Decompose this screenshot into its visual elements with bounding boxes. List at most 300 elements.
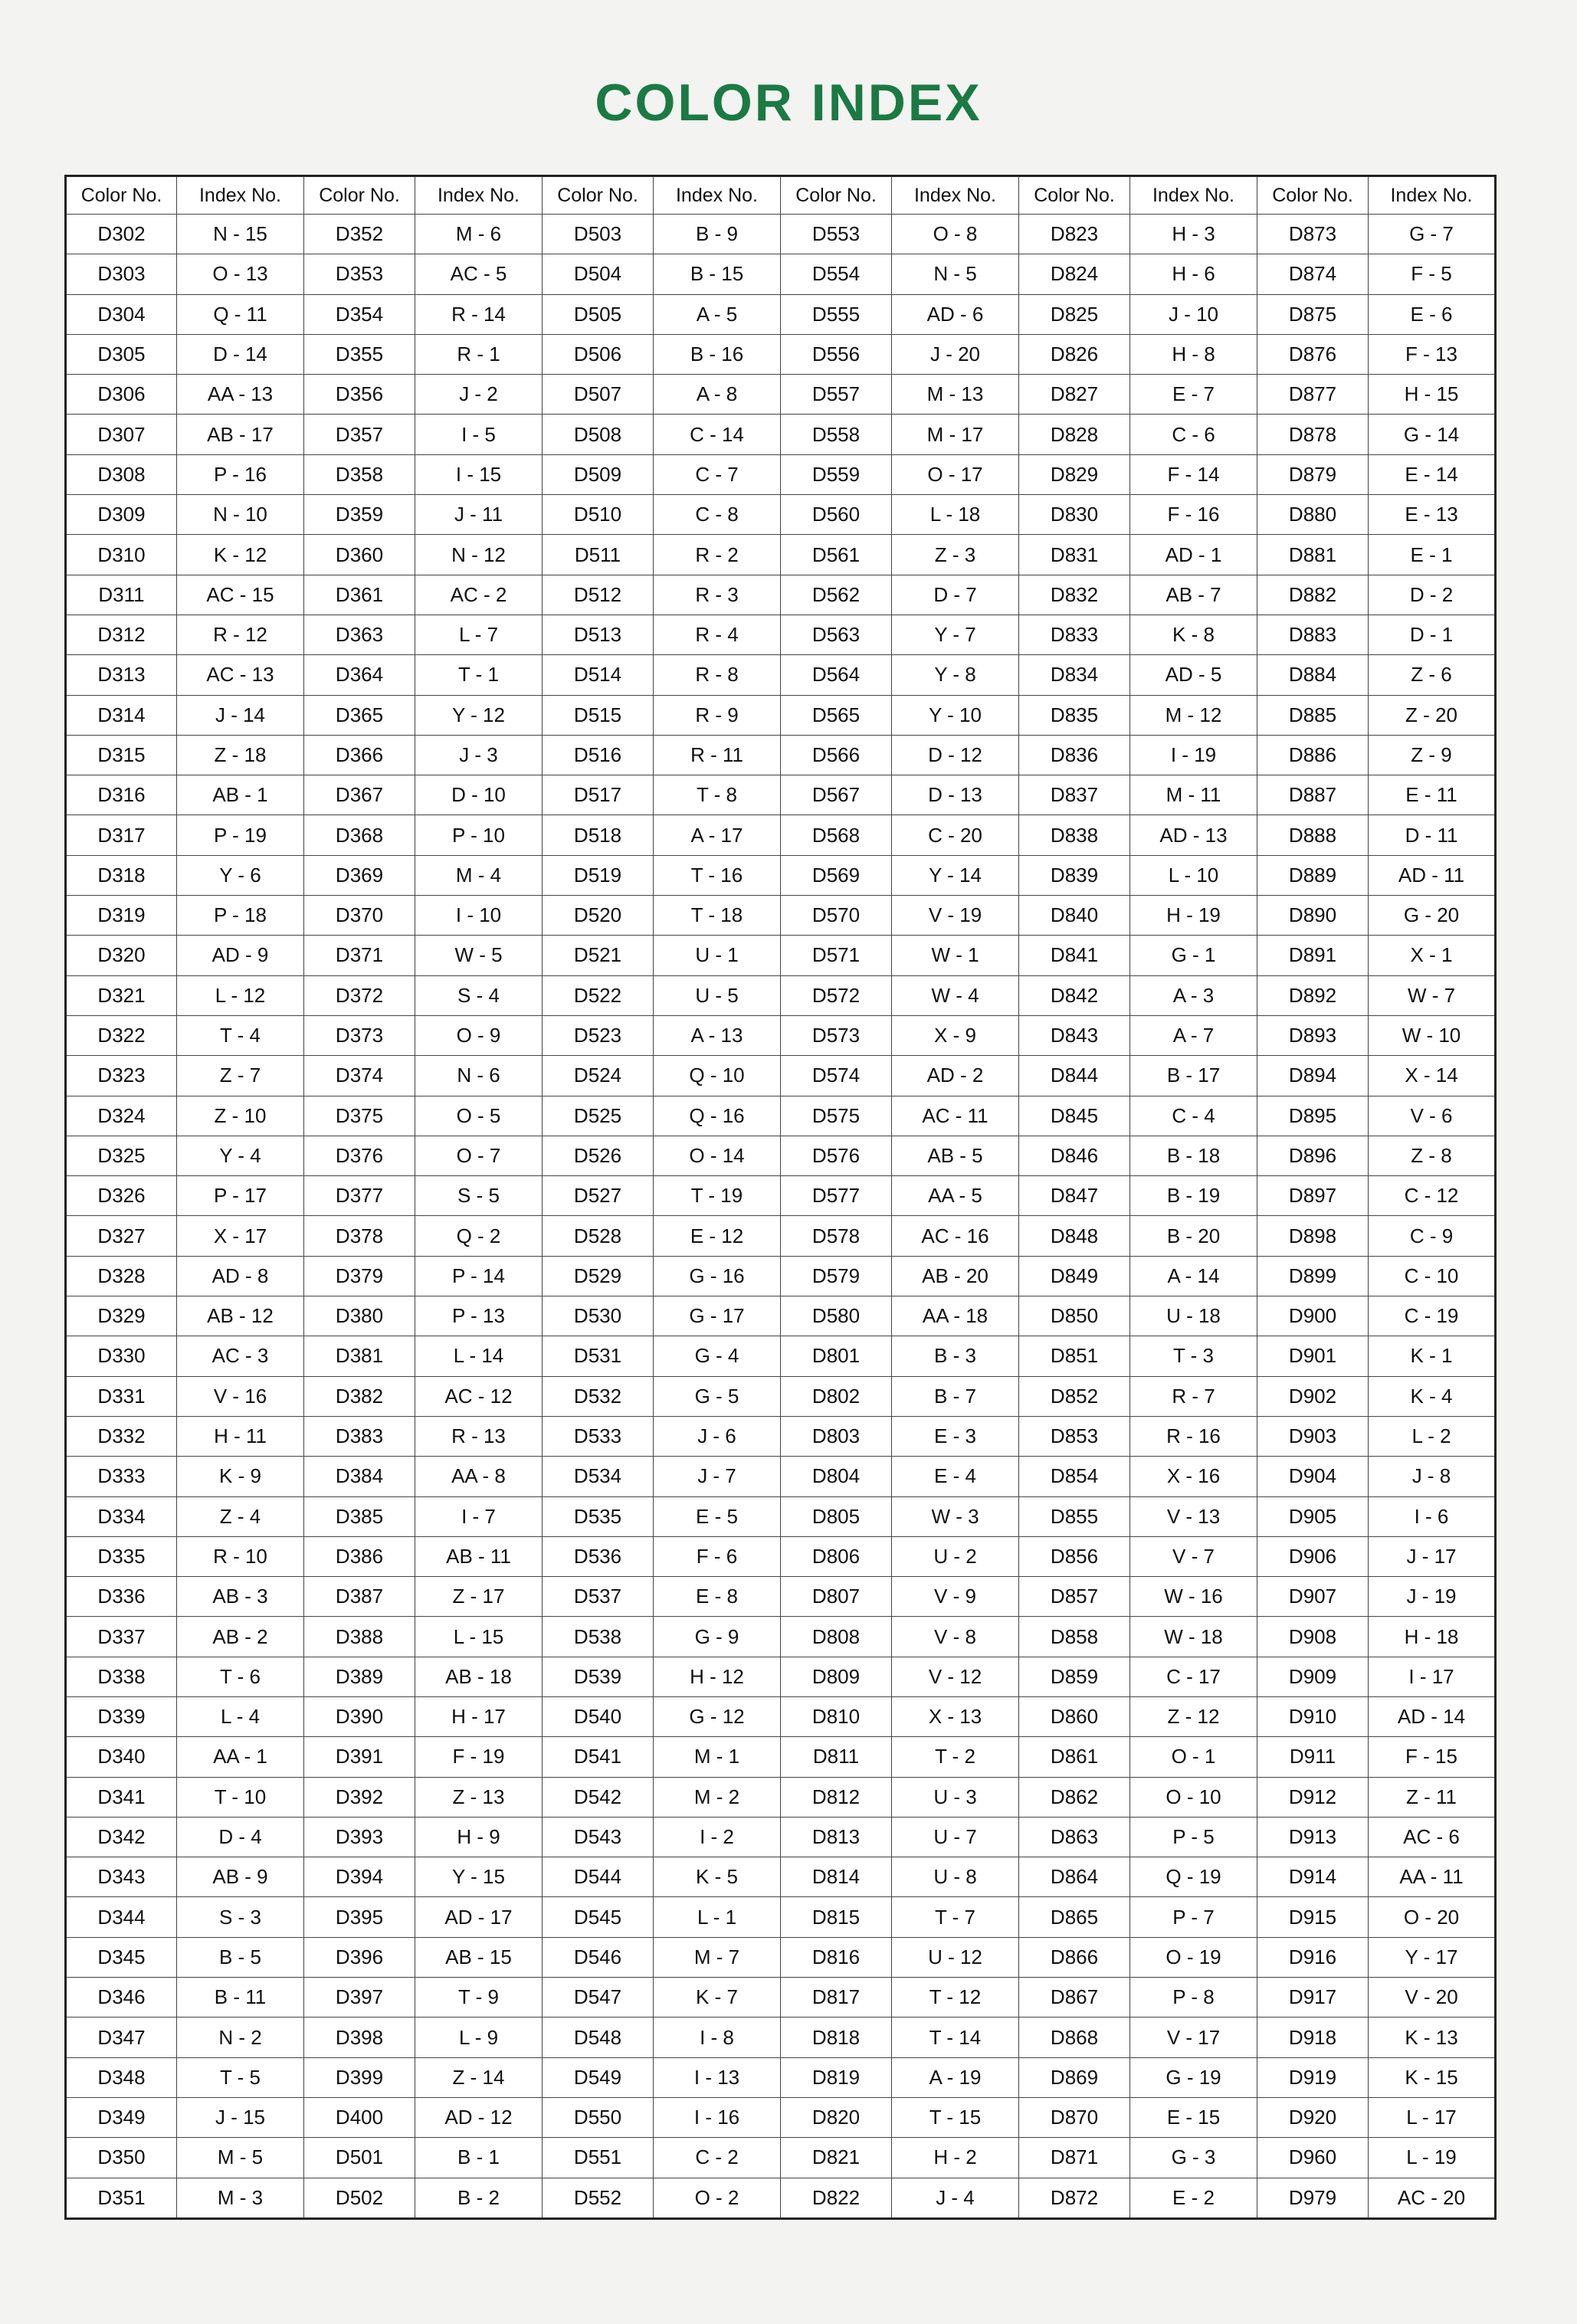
index-no-cell: M - 12 [1130,695,1257,735]
index-no-cell: Z - 8 [1369,1136,1496,1175]
index-no-cell: U - 3 [892,1777,1019,1817]
color-no-cell: D809 [781,1657,892,1696]
index-no-cell: F - 5 [1369,254,1496,294]
index-no-cell: R - 10 [177,1536,304,1576]
color-no-cell: D531 [543,1336,654,1376]
color-index-table [64,175,1497,2220]
index-no-cell: T - 15 [892,2097,1019,2137]
index-no-cell: B - 18 [1130,1136,1257,1175]
index-no-cell: D - 2 [1369,575,1496,615]
color-no-cell: D311 [66,575,177,615]
color-no-cell: D544 [543,1857,654,1897]
index-no-cell: P - 18 [177,896,304,936]
color-no-cell: D344 [66,1897,177,1937]
index-no-cell: R - 11 [654,735,781,775]
color-no-cell: D813 [781,1817,892,1857]
color-no-cell: D916 [1257,1937,1369,1977]
color-no-cell: D570 [781,896,892,936]
index-no-cell: Z - 6 [1369,655,1496,695]
header-row [66,176,1496,215]
index-no-cell: S - 5 [415,1176,543,1216]
table-row [66,1296,1496,1336]
color-no-cell: D400 [304,2097,415,2137]
color-no-cell: D511 [543,535,654,575]
index-no-cell: C - 4 [1130,1096,1257,1136]
color-no-cell: D828 [1019,415,1130,454]
color-no-cell: D350 [66,2138,177,2178]
color-no-cell: D842 [1019,975,1130,1015]
color-no-cell: D918 [1257,2018,1369,2057]
index-no-cell: L - 19 [1369,2138,1496,2178]
color-no-cell: D540 [543,1696,654,1736]
color-no-cell: D865 [1019,1897,1130,1937]
color-no-cell: D821 [781,2138,892,2178]
index-no-cell: B - 15 [654,254,781,294]
index-no-cell: AD - 17 [415,1897,543,1937]
color-no-cell: D519 [543,855,654,895]
table-row [66,1136,1496,1175]
color-no-cell: D832 [1019,575,1130,615]
color-no-cell: D814 [781,1857,892,1897]
color-no-cell: D550 [543,2097,654,2137]
table-row [66,454,1496,494]
index-no-cell: H - 19 [1130,896,1257,936]
index-no-cell: E - 3 [892,1416,1019,1456]
color-no-cell: D525 [543,1096,654,1136]
color-no-cell: D888 [1257,815,1369,855]
table-row [66,855,1496,895]
color-no-cell: D878 [1257,415,1369,454]
index-no-cell: J - 7 [654,1457,781,1496]
color-no-cell: D836 [1019,735,1130,775]
color-no-cell: D897 [1257,1176,1369,1216]
index-no-cell: C - 6 [1130,415,1257,454]
color-no-cell: D316 [66,775,177,815]
index-no-cell: H - 8 [1130,334,1257,374]
color-no-cell: D845 [1019,1096,1130,1136]
index-no-cell: J - 11 [415,495,543,535]
table-row [66,815,1496,855]
color-no-cell: D522 [543,975,654,1015]
index-no-cell: O - 8 [892,215,1019,254]
index-no-cell: AB - 2 [177,1617,304,1657]
color-no-cell: D381 [304,1336,415,1376]
index-no-cell: R - 7 [1130,1376,1257,1416]
color-no-cell: D851 [1019,1336,1130,1376]
color-no-cell: D547 [543,1978,654,2018]
table-row [66,1737,1496,1777]
index-no-cell: W - 1 [892,936,1019,975]
color-no-cell: D314 [66,695,177,735]
color-no-cell: D546 [543,1937,654,1977]
index-no-cell: Z - 11 [1369,1777,1496,1817]
color-no-cell: D573 [781,1015,892,1055]
index-no-cell: AD - 9 [177,936,304,975]
index-no-cell: M - 4 [415,855,543,895]
index-no-cell: V - 7 [1130,1536,1257,1576]
index-no-cell: G - 5 [654,1376,781,1416]
index-no-cell: Z - 20 [1369,695,1496,735]
index-no-cell: P - 7 [1130,1897,1257,1937]
color-no-cell: D917 [1257,1978,1369,2018]
index-no-cell: W - 18 [1130,1617,1257,1657]
color-no-cell: D367 [304,775,415,815]
index-no-cell: J - 15 [177,2097,304,2137]
color-no-cell: D844 [1019,1056,1130,1096]
color-no-cell: D820 [781,2097,892,2137]
index-no-cell: O - 13 [177,254,304,294]
index-no-cell: T - 7 [892,1897,1019,1937]
color-no-cell: D392 [304,1777,415,1817]
color-no-cell: D561 [781,535,892,575]
color-no-cell: D393 [304,1817,415,1857]
index-no-cell: M - 11 [1130,775,1257,815]
color-no-cell: D849 [1019,1256,1130,1296]
color-no-cell: D833 [1019,615,1130,654]
color-no-cell: D577 [781,1176,892,1216]
index-no-cell: V - 8 [892,1617,1019,1657]
index-no-cell: A - 19 [892,2057,1019,2097]
index-no-cell: H - 17 [415,1696,543,1736]
index-no-cell: K - 7 [654,1978,781,2018]
index-no-cell: D - 12 [892,735,1019,775]
color-no-cell: D315 [66,735,177,775]
index-no-cell: G - 9 [654,1617,781,1657]
index-no-cell: R - 9 [654,695,781,735]
color-no-cell: D338 [66,1657,177,1696]
color-no-cell: D874 [1257,254,1369,294]
color-no-cell: D363 [304,615,415,654]
table-row [66,775,1496,815]
table-row [66,2097,1496,2137]
color-no-cell: D313 [66,655,177,695]
index-no-cell: Q - 2 [415,1216,543,1256]
table-row [66,1256,1496,1296]
color-no-cell: D375 [304,1096,415,1136]
color-no-cell: D877 [1257,375,1369,415]
table-row [66,1897,1496,1937]
index-no-cell: W - 4 [892,975,1019,1015]
color-no-cell: D358 [304,454,415,494]
color-no-cell: D320 [66,936,177,975]
color-no-cell: D807 [781,1577,892,1617]
color-no-cell: D578 [781,1216,892,1256]
table-row [66,2178,1496,2218]
color-no-cell: D548 [543,2018,654,2057]
index-no-cell: X - 9 [892,1015,1019,1055]
index-no-cell: R - 1 [415,334,543,374]
color-no-cell: D802 [781,1376,892,1416]
index-no-cell: K - 12 [177,535,304,575]
color-no-cell: D356 [304,375,415,415]
color-no-cell: D558 [781,415,892,454]
index-no-cell: AB - 1 [177,775,304,815]
color-no-cell: D827 [1019,375,1130,415]
index-no-cell: R - 16 [1130,1416,1257,1456]
index-no-cell: O - 1 [1130,1737,1257,1777]
index-no-cell: T - 10 [177,1777,304,1817]
index-no-cell: G - 3 [1130,2138,1257,2178]
index-no-cell: A - 3 [1130,975,1257,1015]
color-no-cell: D353 [304,254,415,294]
color-no-cell: D552 [543,2178,654,2218]
color-no-cell: D555 [781,294,892,334]
index-no-cell: G - 14 [1369,415,1496,454]
index-no-cell: E - 13 [1369,495,1496,535]
color-no-cell: D366 [304,735,415,775]
color-no-cell: D829 [1019,454,1130,494]
table-row [66,535,1496,575]
index-no-cell: J - 3 [415,735,543,775]
index-no-cell: U - 12 [892,1937,1019,1977]
color-no-cell: D322 [66,1015,177,1055]
color-no-cell: D339 [66,1696,177,1736]
index-no-cell: X - 14 [1369,1056,1496,1096]
color-no-cell: D576 [781,1136,892,1175]
index-no-cell: Z - 4 [177,1496,304,1536]
index-no-cell: T - 16 [654,855,781,895]
index-no-cell: K - 13 [1369,2018,1496,2057]
index-no-cell: Z - 14 [415,2057,543,2097]
color-no-cell: D901 [1257,1336,1369,1376]
index-no-cell: AA - 13 [177,375,304,415]
color-no-cell: D571 [781,936,892,975]
index-no-cell: M - 5 [177,2138,304,2178]
index-no-cell: O - 5 [415,1096,543,1136]
index-no-cell: N - 2 [177,2018,304,2057]
table-row [66,254,1496,294]
index-no-cell: E - 8 [654,1577,781,1617]
index-no-cell: AA - 5 [892,1176,1019,1216]
color-no-cell: D334 [66,1496,177,1536]
index-no-cell: AB - 5 [892,1136,1019,1175]
index-no-cell: AD - 1 [1130,535,1257,575]
header-index-no: Index No. [892,176,1019,215]
index-no-cell: AB - 3 [177,1577,304,1617]
color-no-cell: D912 [1257,1777,1369,1817]
index-no-cell: AC - 15 [177,575,304,615]
color-no-cell: D536 [543,1536,654,1576]
index-no-cell: U - 1 [654,936,781,975]
table-row [66,495,1496,535]
color-no-cell: D517 [543,775,654,815]
color-no-cell: D533 [543,1416,654,1456]
color-no-cell: D859 [1019,1657,1130,1696]
table-row [66,215,1496,254]
index-no-cell: J - 2 [415,375,543,415]
index-no-cell: AC - 11 [892,1096,1019,1136]
index-no-cell: AA - 18 [892,1296,1019,1336]
color-no-cell: D870 [1019,2097,1130,2137]
index-no-cell: J - 17 [1369,1536,1496,1576]
color-no-cell: D579 [781,1256,892,1296]
table-row [66,294,1496,334]
index-no-cell: W - 5 [415,936,543,975]
color-no-cell: D847 [1019,1176,1130,1216]
index-no-cell: U - 7 [892,1817,1019,1857]
index-no-cell: W - 10 [1369,1015,1496,1055]
index-no-cell: Y - 6 [177,855,304,895]
index-no-cell: C - 12 [1369,1176,1496,1216]
table-row [66,1577,1496,1617]
index-no-cell: I - 5 [415,415,543,454]
header-index-no: Index No. [1130,176,1257,215]
index-no-cell: AA - 1 [177,1737,304,1777]
index-no-cell: E - 5 [654,1496,781,1536]
index-no-cell: J - 4 [892,2178,1019,2218]
color-no-cell: D879 [1257,454,1369,494]
color-no-cell: D345 [66,1937,177,1977]
index-no-cell: Q - 16 [654,1096,781,1136]
color-no-cell: D817 [781,1978,892,2018]
index-no-cell: E - 6 [1369,294,1496,334]
color-no-cell: D303 [66,254,177,294]
table-row [66,1015,1496,1055]
index-no-cell: T - 2 [892,1737,1019,1777]
color-no-cell: D377 [304,1176,415,1216]
color-no-cell: D569 [781,855,892,895]
color-no-cell: D397 [304,1978,415,2018]
header-index-no: Index No. [177,176,304,215]
index-no-cell: AA - 8 [415,1457,543,1496]
table-row [66,1777,1496,1817]
table-row [66,334,1496,374]
index-no-cell: H - 6 [1130,254,1257,294]
color-no-cell: D305 [66,334,177,374]
index-no-cell: L - 17 [1369,2097,1496,2137]
color-no-cell: D371 [304,936,415,975]
index-no-cell: Z - 18 [177,735,304,775]
index-no-cell: Y - 4 [177,1136,304,1175]
color-no-cell: D343 [66,1857,177,1897]
index-no-cell: Y - 17 [1369,1937,1496,1977]
index-no-cell: E - 4 [892,1457,1019,1496]
index-no-cell: B - 19 [1130,1176,1257,1216]
index-no-cell: AB - 20 [892,1256,1019,1296]
index-no-cell: K - 9 [177,1457,304,1496]
index-no-cell: V - 17 [1130,2018,1257,2057]
index-no-cell: R - 3 [654,575,781,615]
index-no-cell: Z - 3 [892,535,1019,575]
index-no-cell: E - 1 [1369,535,1496,575]
header-color-no: Color No. [781,176,892,215]
index-no-cell: O - 19 [1130,1937,1257,1977]
color-no-cell: D504 [543,254,654,294]
color-no-cell: D858 [1019,1617,1130,1657]
color-no-cell: D895 [1257,1096,1369,1136]
index-no-cell: V - 16 [177,1376,304,1416]
index-no-cell: N - 5 [892,254,1019,294]
table-row [66,936,1496,975]
color-no-cell: D309 [66,495,177,535]
color-no-cell: D535 [543,1496,654,1536]
index-no-cell: G - 19 [1130,2057,1257,2097]
color-no-cell: D905 [1257,1496,1369,1536]
table-row [66,1216,1496,1256]
color-no-cell: D325 [66,1136,177,1175]
index-no-cell: T - 4 [177,1015,304,1055]
index-no-cell: V - 19 [892,896,1019,936]
table-row [66,575,1496,615]
index-no-cell: C - 7 [654,454,781,494]
color-no-cell: D803 [781,1416,892,1456]
index-no-cell: V - 9 [892,1577,1019,1617]
color-no-cell: D554 [781,254,892,294]
index-no-cell: O - 7 [415,1136,543,1175]
color-no-cell: D514 [543,655,654,695]
color-no-cell: D835 [1019,695,1130,735]
color-no-cell: D815 [781,1897,892,1937]
color-no-cell: D304 [66,294,177,334]
index-no-cell: Y - 15 [415,1857,543,1897]
index-no-cell: H - 11 [177,1416,304,1456]
color-no-cell: D875 [1257,294,1369,334]
header-color-no: Color No. [304,176,415,215]
color-no-cell: D891 [1257,936,1369,975]
index-no-cell: N - 10 [177,495,304,535]
index-no-cell: E - 14 [1369,454,1496,494]
color-no-cell: D341 [66,1777,177,1817]
index-no-cell: AD - 14 [1369,1696,1496,1736]
table-row [66,1496,1496,1536]
index-no-cell: W - 7 [1369,975,1496,1015]
index-no-cell: T - 9 [415,1978,543,2018]
color-no-cell: D853 [1019,1416,1130,1456]
table-row [66,1457,1496,1496]
index-no-cell: K - 15 [1369,2057,1496,2097]
table-row [66,1657,1496,1696]
color-no-cell: D913 [1257,1817,1369,1857]
color-no-cell: D373 [304,1015,415,1055]
index-no-cell: Y - 12 [415,695,543,735]
index-no-cell: D - 1 [1369,615,1496,654]
index-no-cell: AC - 12 [415,1376,543,1416]
index-no-cell: A - 17 [654,815,781,855]
color-no-cell: D960 [1257,2138,1369,2178]
color-no-cell: D386 [304,1536,415,1576]
color-no-cell: D506 [543,334,654,374]
index-no-cell: H - 3 [1130,215,1257,254]
color-no-cell: D364 [304,655,415,695]
color-no-cell: D516 [543,735,654,775]
index-no-cell: T - 3 [1130,1336,1257,1376]
index-no-cell: J - 19 [1369,1577,1496,1617]
index-no-cell: T - 18 [654,896,781,936]
index-no-cell: E - 12 [654,1216,781,1256]
color-no-cell: D323 [66,1056,177,1096]
color-no-cell: D368 [304,815,415,855]
color-no-cell: D553 [781,215,892,254]
color-no-cell: D382 [304,1376,415,1416]
index-no-cell: L - 18 [892,495,1019,535]
index-no-cell: L - 14 [415,1336,543,1376]
index-no-cell: C - 14 [654,415,781,454]
color-no-cell: D310 [66,535,177,575]
color-no-cell: D822 [781,2178,892,2218]
color-no-cell: D372 [304,975,415,1015]
index-no-cell: I - 2 [654,1817,781,1857]
color-no-cell: D307 [66,415,177,454]
table-row [66,1857,1496,1897]
index-no-cell: T - 8 [654,775,781,815]
index-no-cell: Z - 7 [177,1056,304,1096]
color-no-cell: D308 [66,454,177,494]
color-no-cell: D811 [781,1737,892,1777]
index-no-cell: A - 14 [1130,1256,1257,1296]
table-row [66,415,1496,454]
color-no-cell: D528 [543,1216,654,1256]
index-no-cell: V - 20 [1369,1978,1496,2018]
